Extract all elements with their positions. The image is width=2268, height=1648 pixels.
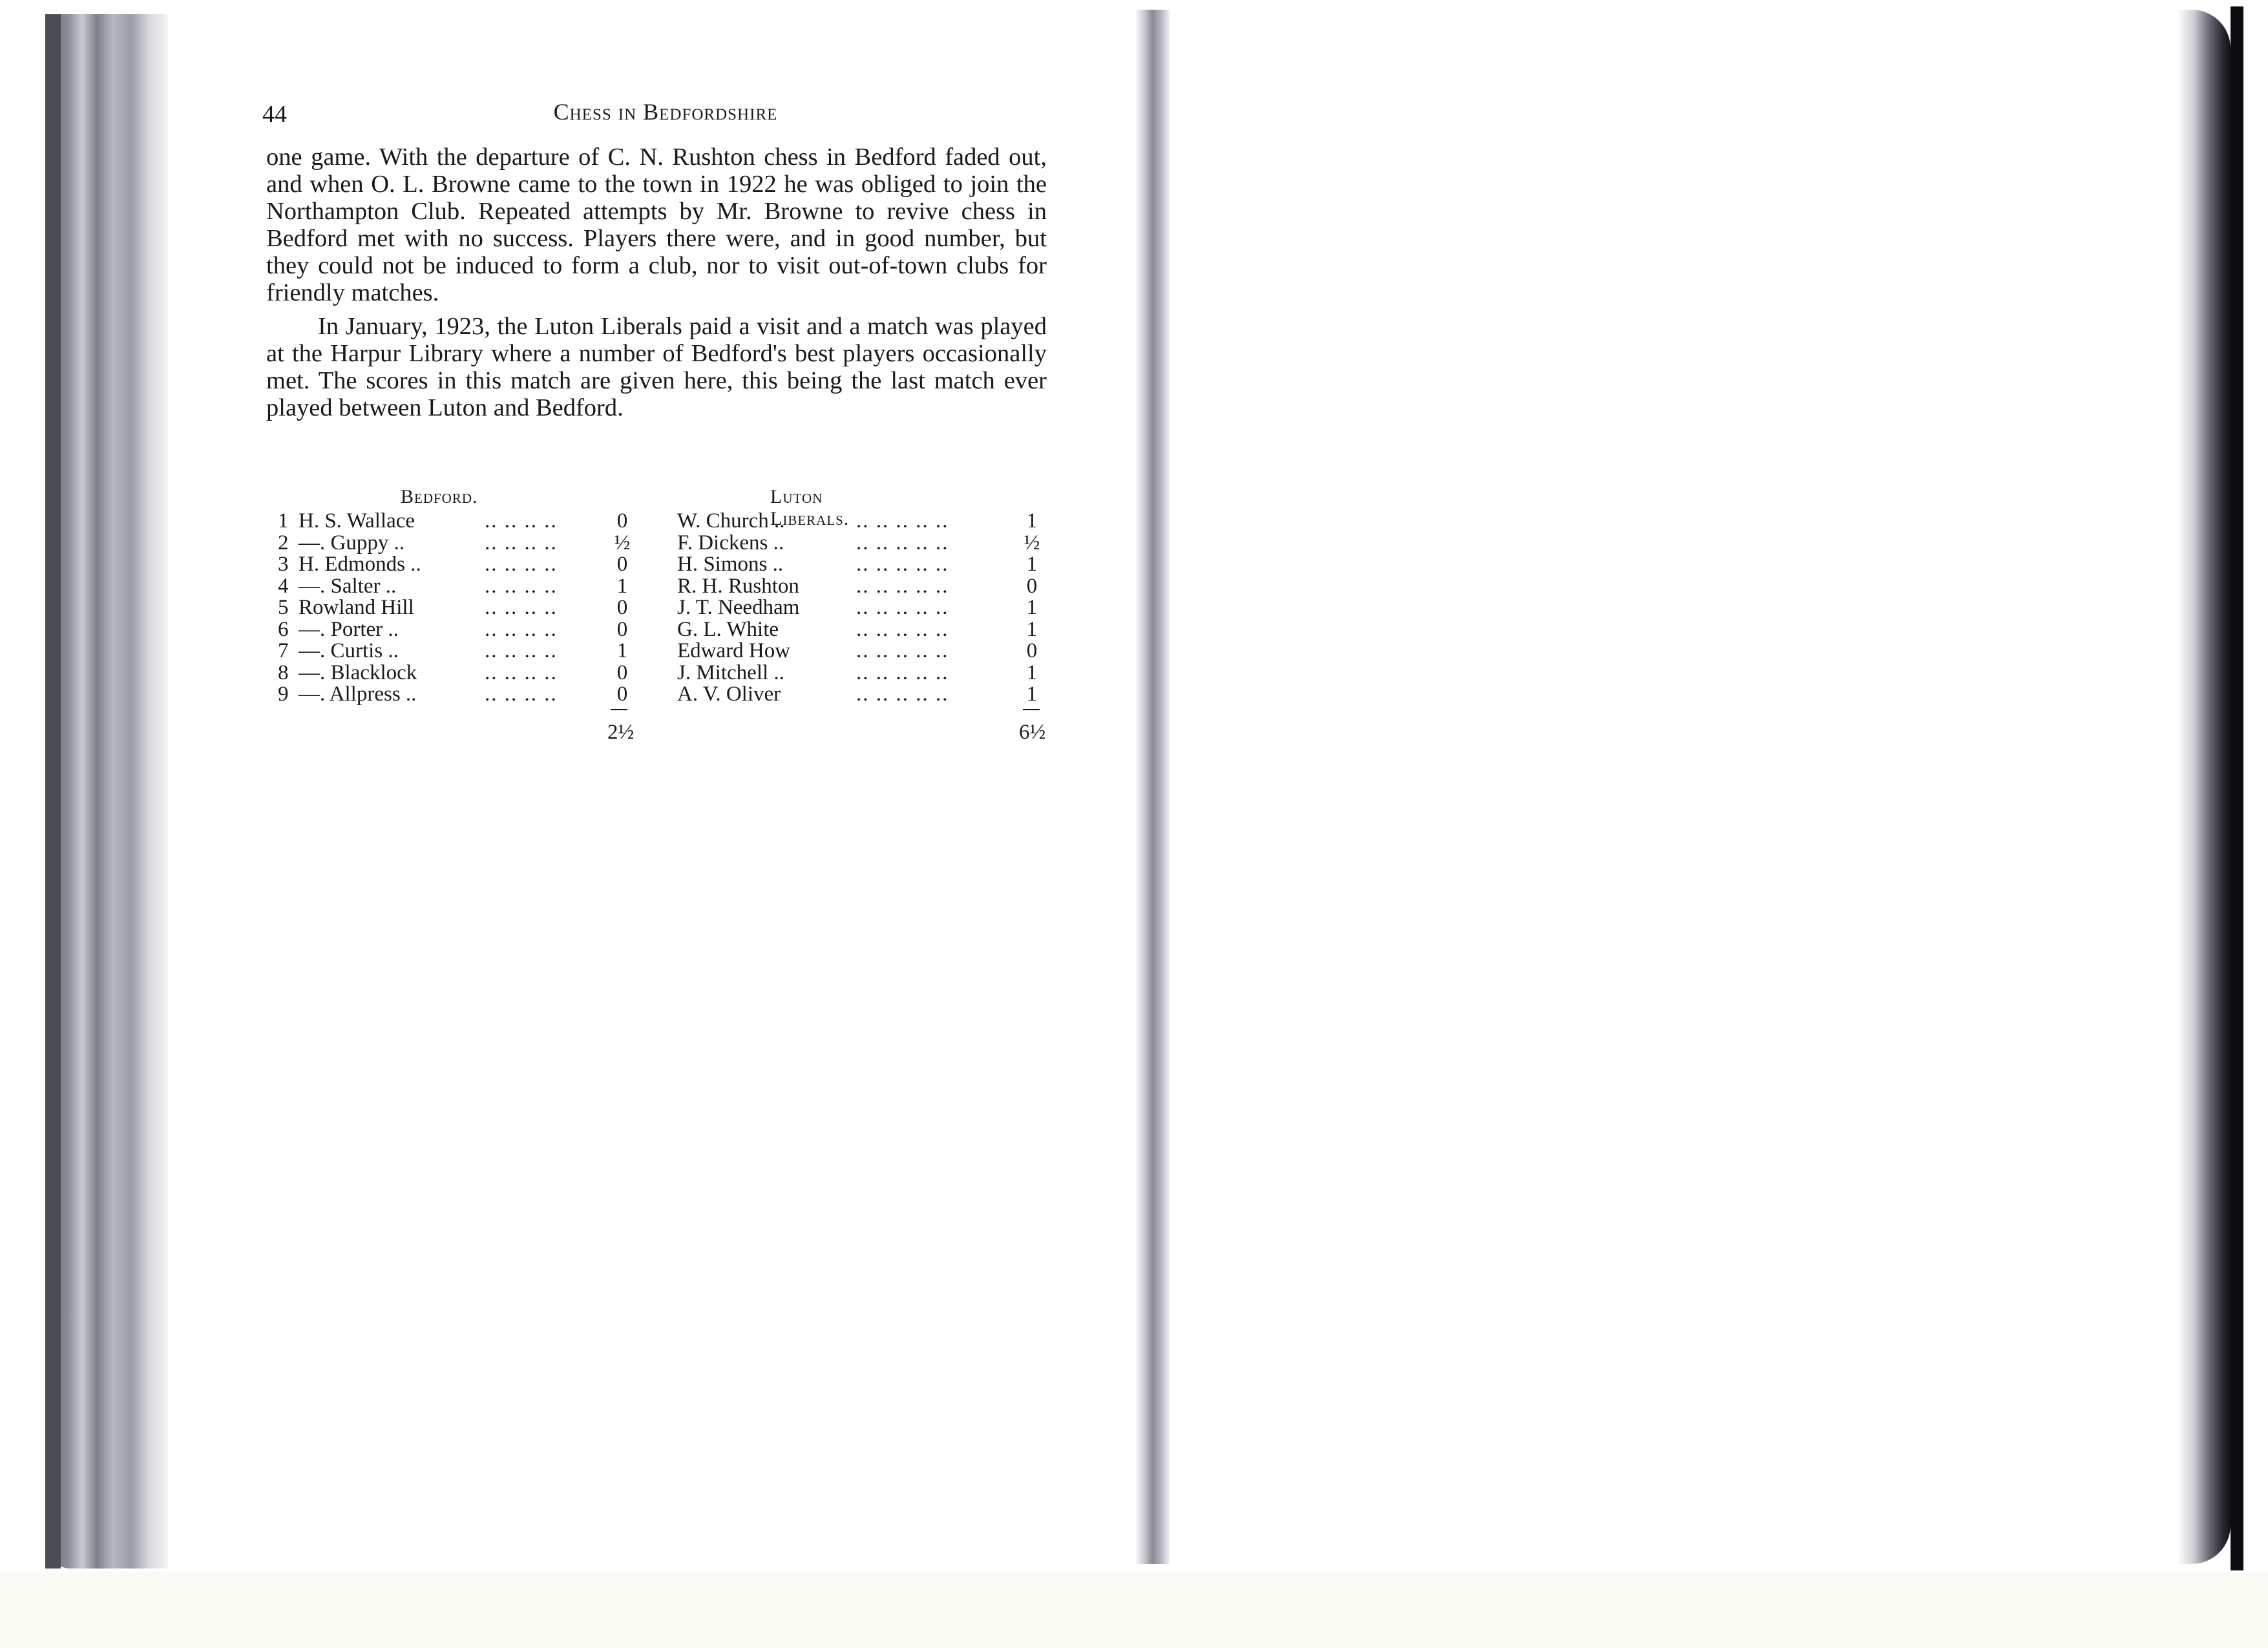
luton-score: 1	[1026, 596, 1038, 619]
luton-player: J. Mitchell ..	[677, 660, 784, 684]
luton-player: H. Simons ..	[677, 553, 784, 576]
luton-heading: Luton Liberals.	[770, 486, 850, 529]
luton-leader-dots: .. .. .. .. ..	[856, 660, 949, 684]
table-row	[278, 662, 1047, 684]
bedford-leader-dots: .. .. .. ..	[485, 509, 558, 533]
luton-leader-dots: .. .. .. .. ..	[856, 639, 949, 662]
bedford-player: —. Blacklock	[299, 660, 417, 684]
table-row	[278, 684, 1047, 706]
scan-bottom-margin	[0, 1572, 2268, 1648]
luton-score: 1	[1026, 553, 1038, 576]
row-number: 3	[278, 553, 289, 576]
book-right-edge	[2178, 10, 2231, 1564]
bedford-heading: Bedford.	[401, 486, 478, 507]
bedford-player: —. Curtis ..	[299, 639, 399, 662]
bedford-leader-dots: .. .. .. ..	[485, 660, 558, 684]
row-number: 4	[278, 574, 289, 598]
running-head: Chess in Bedfordshire	[553, 99, 778, 125]
bedford-leader-dots: .. .. .. ..	[485, 531, 558, 555]
bedford-score: 0	[616, 553, 628, 576]
bedford-player: Rowland Hill	[299, 596, 414, 619]
table-row	[278, 597, 1047, 619]
book-left-edge	[45, 14, 168, 1569]
luton-leader-dots: .. .. .. .. ..	[856, 682, 949, 706]
row-number: 7	[278, 639, 289, 662]
bedford-score: 1	[616, 574, 628, 598]
bedford-total-rule	[611, 709, 627, 710]
book-left-shadow	[45, 14, 61, 1569]
bedford-player: —. Salter ..	[299, 574, 397, 598]
row-number: 1	[278, 509, 289, 533]
luton-player: A. V. Oliver	[677, 682, 781, 706]
bedford-score: 1	[616, 639, 628, 662]
table-row	[278, 533, 1047, 555]
page-number: 44	[262, 101, 287, 128]
book-gutter	[1136, 10, 1170, 1564]
row-number: 5	[278, 596, 289, 619]
luton-score: 0	[1026, 574, 1038, 598]
table-row	[278, 619, 1047, 641]
luton-leader-dots: .. .. .. .. ..	[856, 553, 949, 576]
paragraph-2: In January, 1923, the Luton Liberals paid a visit and a match was played at the Harpur Library where a number of Bedford's best players occasionally met. The scores in this match are given here, this being the last match ever played between Luton and Bedford.	[266, 313, 1047, 421]
luton-total-rule	[1023, 709, 1040, 710]
bedford-leader-dots: .. .. .. ..	[485, 553, 558, 576]
bedford-score: ½	[614, 531, 631, 555]
bedford-leader-dots: .. .. .. ..	[485, 574, 558, 598]
bedford-score: 0	[616, 617, 628, 641]
luton-player: R. H. Rushton	[677, 574, 799, 598]
paragraph-1: one game. With the departure of C. N. Rushton chess in Bedford faded out, and when O. L. Browne came to the town in 1922 he was obliged to join the Northampton Club. Repeated attempts by Mr. Browne to revive chess in Bedford met with no success. Players there were, and in good number, but they could not be induced to form a club, nor to visit out-of-town clubs for friendly matches.	[266, 143, 1047, 306]
row-number: 9	[278, 682, 289, 706]
bedford-player: H. Edmonds ..	[299, 553, 421, 576]
bedford-score: 0	[616, 660, 628, 684]
bedford-score: 0	[616, 682, 628, 706]
luton-total: 6½	[1019, 721, 1046, 744]
luton-player: F. Dickens ..	[677, 531, 784, 555]
luton-leader-dots: .. .. .. .. ..	[856, 596, 949, 619]
luton-score: 1	[1026, 509, 1038, 533]
body-text	[266, 143, 1047, 421]
bedford-total: 2½	[607, 721, 635, 744]
luton-score: 1	[1026, 682, 1038, 706]
table-row	[278, 554, 1047, 576]
luton-player: G. L. White	[677, 617, 779, 641]
row-number: 6	[278, 617, 289, 641]
luton-player: Edward How	[677, 639, 791, 662]
luton-player: W. Church ..	[677, 509, 785, 533]
luton-leader-dots: .. .. .. .. ..	[856, 509, 949, 533]
bedford-player: H. S. Wallace	[299, 509, 415, 533]
bedford-score: 0	[616, 509, 628, 533]
table-row	[278, 576, 1047, 598]
luton-score: ½	[1024, 531, 1040, 555]
row-number: 2	[278, 531, 289, 555]
bedford-score: 0	[616, 596, 628, 619]
score-table	[278, 511, 1047, 706]
luton-leader-dots: .. .. .. .. ..	[856, 531, 949, 555]
table-row	[278, 511, 1047, 533]
table-row	[278, 640, 1047, 662]
bedford-player: —. Porter ..	[299, 617, 399, 641]
book-right-shadow	[2231, 6, 2243, 1570]
luton-player: J. T. Needham	[677, 596, 800, 619]
luton-score: 1	[1026, 660, 1038, 684]
bedford-leader-dots: .. .. .. ..	[485, 596, 558, 619]
luton-leader-dots: .. .. .. .. ..	[856, 574, 949, 598]
row-number: 8	[278, 660, 289, 684]
bedford-leader-dots: .. .. .. ..	[485, 639, 558, 662]
luton-score: 0	[1026, 639, 1038, 662]
bedford-player: —. Allpress ..	[299, 682, 417, 706]
bedford-player: —. Guppy ..	[299, 531, 405, 555]
bedford-leader-dots: .. .. .. ..	[485, 682, 558, 706]
bedford-leader-dots: .. .. .. ..	[485, 617, 558, 641]
luton-leader-dots: .. .. .. .. ..	[856, 617, 949, 641]
luton-score: 1	[1026, 617, 1038, 641]
